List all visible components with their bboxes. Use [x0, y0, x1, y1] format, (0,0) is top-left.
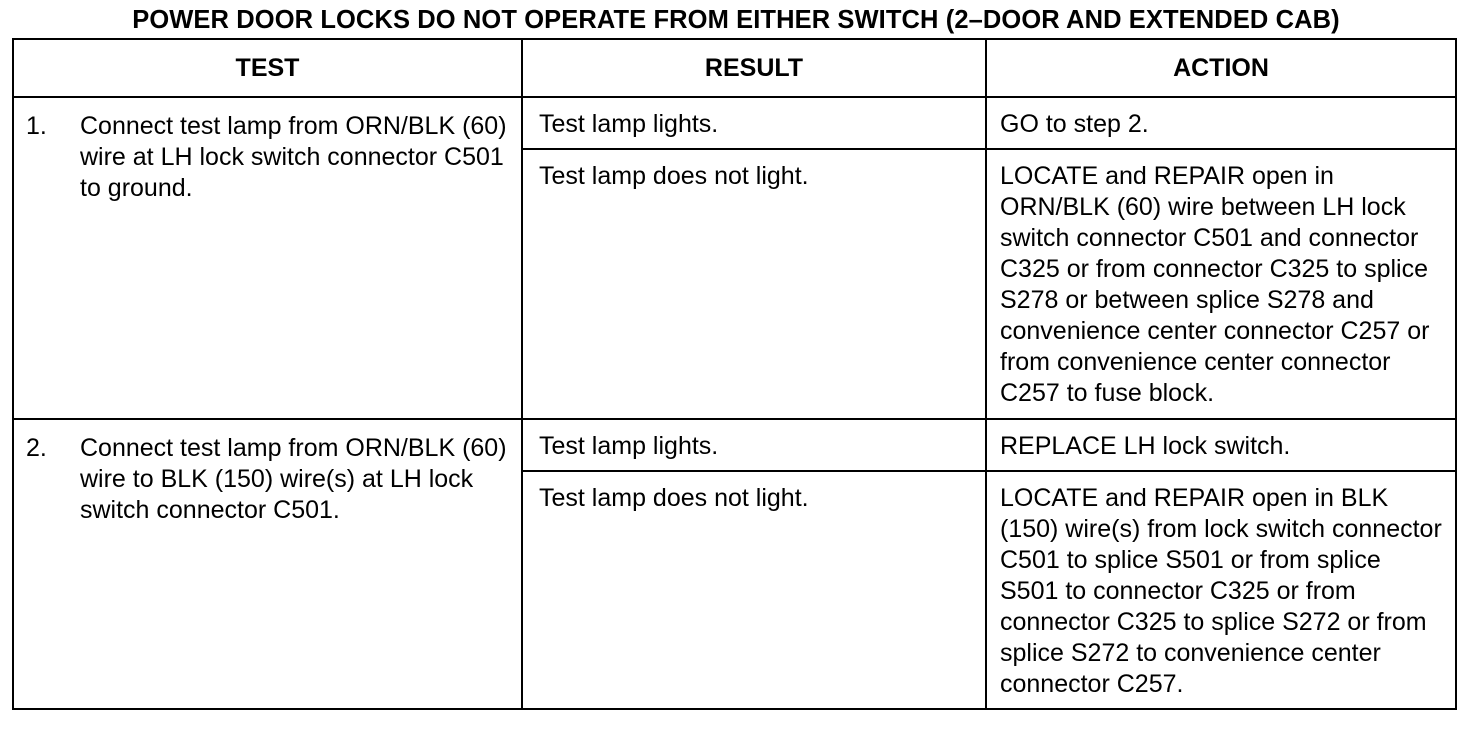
step-1-result-2-cell	[522, 149, 986, 419]
step-2-test-cell	[13, 419, 522, 709]
column-header-test: TEST	[13, 39, 522, 97]
step-1-number: 1.	[26, 112, 47, 140]
table-row	[13, 97, 1456, 149]
step-1-action-2: LOCATE and REPAIR open in ORN/BLK (60) wire between LH lock switch connector C501 and connector C325 or from connector C325 to splice S278 or between splice S278 and convenience center connector C257 or from convenience center connector C257 to fuse block.	[1000, 162, 1430, 407]
step-1-action-1-cell	[986, 97, 1456, 149]
step-2-result-1: Test lamp lights.	[539, 432, 719, 460]
step-1-test-cell	[13, 97, 522, 419]
step-2-result-1-cell	[522, 419, 986, 471]
table-header-row	[13, 39, 1456, 97]
step-1-result-2: Test lamp does not light.	[539, 162, 809, 190]
step-2-number: 2.	[26, 434, 47, 462]
step-2-action-2: LOCATE and REPAIR open in BLK (150) wire(s) from lock switch connector C501 to splice S501 or from splice S501 to connector C325 or from connector C325 to splice S272 or from splice S272 to convenience center connector C257.	[1000, 484, 1442, 698]
step-2-result-2-cell	[522, 471, 986, 709]
step-1-action-1: GO to step 2.	[1000, 110, 1149, 138]
column-header-result: RESULT	[522, 39, 986, 97]
step-1-test-text: Connect test lamp from ORN/BLK (60) wire at LH lock switch connector C501 to ground.	[80, 112, 507, 202]
step-2-action-1-cell	[986, 419, 1456, 471]
step-2-test-text: Connect test lamp from ORN/BLK (60) wire to BLK (150) wire(s) at LH lock switch connector C501.	[80, 434, 507, 524]
page-title: POWER DOOR LOCKS DO NOT OPERATE FROM EITHER SWITCH (2–DOOR AND EXTENDED CAB)	[132, 6, 1340, 34]
step-1-action-2-cell	[986, 149, 1456, 419]
diagnostic-table	[12, 38, 1457, 710]
step-1-result-1-cell	[522, 97, 986, 149]
step-2-action-2-cell	[986, 471, 1456, 709]
column-header-action: ACTION	[986, 39, 1456, 97]
step-2-result-2: Test lamp does not light.	[539, 484, 809, 512]
table-row	[13, 419, 1456, 471]
step-1-result-1: Test lamp lights.	[539, 110, 719, 138]
step-2-action-1: REPLACE LH lock switch.	[1000, 432, 1291, 460]
